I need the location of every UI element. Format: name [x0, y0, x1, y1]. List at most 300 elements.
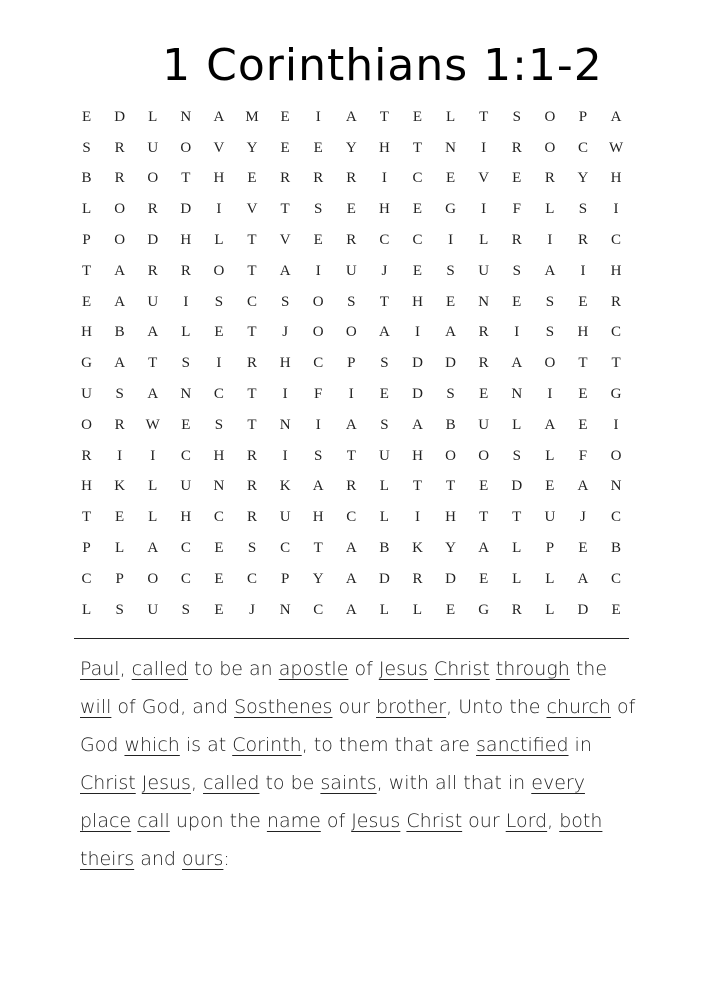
grid-letter[interactable]: T: [611, 355, 621, 372]
grid-letter[interactable]: I: [381, 170, 387, 187]
verse-fragment: to be: [259, 772, 321, 794]
grid-letter[interactable]: S: [512, 108, 521, 125]
grid-letter[interactable]: S: [446, 386, 455, 403]
grid-letter[interactable]: I: [613, 416, 619, 433]
grid-letter[interactable]: A: [114, 355, 126, 372]
grid-letter[interactable]: I: [481, 139, 487, 156]
grid-letter[interactable]: E: [545, 478, 555, 495]
grid-letter[interactable]: C: [611, 509, 622, 526]
grid-letter[interactable]: O: [312, 324, 324, 341]
grid-letter[interactable]: S: [247, 540, 257, 557]
grid-letter[interactable]: C: [180, 570, 191, 587]
grid-letter[interactable]: L: [148, 108, 158, 125]
grid-letter[interactable]: L: [512, 570, 522, 587]
grid-letter[interactable]: O: [147, 170, 159, 187]
grid-letter[interactable]: O: [147, 570, 159, 587]
grid-letter[interactable]: N: [213, 478, 225, 495]
grid-letter[interactable]: S: [545, 293, 555, 310]
grid-letter[interactable]: L: [445, 108, 456, 125]
grid-letter[interactable]: C: [213, 509, 224, 526]
grid-letter[interactable]: E: [445, 293, 456, 310]
grid-letter[interactable]: C: [412, 232, 423, 249]
grid-letter[interactable]: L: [512, 540, 522, 557]
grid-letter[interactable]: E: [578, 416, 588, 433]
grid-letter[interactable]: I: [282, 447, 288, 464]
grid-letter[interactable]: D: [511, 478, 523, 495]
grid-letter[interactable]: D: [180, 201, 192, 218]
grid-letter[interactable]: N: [511, 386, 523, 403]
grid-letter[interactable]: E: [346, 201, 356, 218]
grid-letter[interactable]: I: [580, 262, 586, 279]
grid-letter[interactable]: S: [347, 293, 356, 310]
grid-letter[interactable]: A: [577, 570, 589, 587]
grid-letter[interactable]: A: [213, 108, 225, 125]
grid-letter[interactable]: E: [412, 108, 423, 125]
grid-letter[interactable]: A: [544, 416, 556, 433]
grid-letter[interactable]: E: [313, 139, 323, 156]
grid-letter[interactable]: O: [544, 139, 556, 156]
grid-letter[interactable]: P: [82, 232, 91, 249]
grid-letter[interactable]: D: [445, 570, 456, 587]
grid-letter[interactable]: T: [445, 478, 456, 495]
grid-letter[interactable]: F: [578, 447, 588, 464]
grid-letter[interactable]: T: [346, 447, 356, 464]
grid-letter[interactable]: U: [147, 139, 159, 156]
grid-letter[interactable]: R: [346, 170, 357, 187]
grid-letter[interactable]: C: [611, 570, 622, 587]
grid-letter[interactable]: T: [247, 324, 257, 341]
grid-letter[interactable]: E: [479, 386, 489, 403]
grid-letter[interactable]: U: [378, 447, 390, 464]
grid-letter[interactable]: L: [81, 601, 92, 618]
grid-letter[interactable]: S: [181, 355, 190, 372]
grid-letter[interactable]: E: [81, 293, 92, 310]
grid-letter[interactable]: L: [181, 324, 191, 341]
grid-letter[interactable]: D: [412, 386, 423, 403]
grid-letter[interactable]: J: [282, 324, 289, 341]
grid-letter[interactable]: K: [114, 478, 126, 495]
grid-letter[interactable]: G: [81, 355, 92, 372]
grid-letter[interactable]: T: [247, 386, 257, 403]
grid-letter[interactable]: S: [115, 386, 124, 403]
grid-letter[interactable]: C: [313, 601, 324, 618]
grid-letter[interactable]: R: [577, 232, 588, 249]
grid-letter[interactable]: E: [379, 386, 389, 403]
grid-letter[interactable]: D: [412, 355, 423, 372]
grid-letter[interactable]: T: [512, 509, 522, 526]
grid-letter[interactable]: P: [545, 540, 555, 557]
grid-letter[interactable]: R: [147, 262, 158, 279]
grid-letter[interactable]: W: [608, 139, 624, 156]
grid-letter[interactable]: E: [445, 170, 456, 187]
grid-letter[interactable]: R: [544, 170, 555, 187]
grid-letter[interactable]: U: [478, 262, 490, 279]
grid-letter[interactable]: A: [610, 108, 622, 125]
grid-letter[interactable]: B: [445, 416, 456, 433]
grid-letter[interactable]: A: [378, 324, 390, 341]
grid-letter[interactable]: M: [245, 108, 259, 125]
grid-letter[interactable]: C: [81, 570, 92, 587]
grid-letter[interactable]: I: [547, 232, 553, 249]
grid-letter[interactable]: I: [117, 447, 123, 464]
grid-letter[interactable]: O: [114, 201, 126, 218]
grid-letter[interactable]: Y: [246, 139, 258, 156]
grid-letter[interactable]: W: [145, 416, 160, 433]
grid-letter[interactable]: C: [346, 509, 357, 526]
grid-letter[interactable]: N: [279, 601, 291, 618]
grid-letter[interactable]: I: [216, 355, 222, 372]
grid-letter[interactable]: Y: [345, 139, 357, 156]
grid-letter[interactable]: I: [547, 386, 553, 403]
grid-letter[interactable]: A: [577, 478, 589, 495]
grid-letter[interactable]: I: [481, 201, 487, 218]
grid-letter[interactable]: L: [545, 601, 555, 618]
grid-letter[interactable]: L: [379, 509, 389, 526]
grid-letter[interactable]: C: [577, 139, 588, 156]
grid-letter[interactable]: S: [512, 262, 521, 279]
grid-letter[interactable]: R: [346, 232, 357, 249]
grid-letter[interactable]: S: [545, 324, 555, 341]
grid-letter[interactable]: R: [313, 170, 324, 187]
grid-letter[interactable]: I: [183, 293, 189, 310]
grid-letter[interactable]: A: [345, 108, 357, 125]
grid-letter[interactable]: C: [247, 570, 258, 587]
grid-letter[interactable]: A: [345, 540, 357, 557]
grid-letter[interactable]: H: [610, 170, 622, 187]
grid-letter[interactable]: A: [147, 386, 159, 403]
grid-letter[interactable]: T: [379, 108, 389, 125]
grid-letter[interactable]: I: [414, 509, 420, 526]
grid-letter[interactable]: S: [512, 447, 521, 464]
grid-letter[interactable]: Y: [577, 170, 589, 187]
grid-letter[interactable]: S: [280, 293, 290, 310]
grid-letter[interactable]: E: [115, 509, 125, 526]
grid-letter[interactable]: R: [478, 355, 489, 372]
grid-letter[interactable]: P: [115, 570, 124, 587]
grid-letter[interactable]: G: [478, 601, 490, 618]
grid-letter[interactable]: A: [312, 478, 324, 495]
grid-letter[interactable]: I: [315, 262, 321, 279]
grid-letter[interactable]: I: [414, 324, 420, 341]
grid-letter[interactable]: B: [379, 540, 390, 557]
grid-letter[interactable]: L: [512, 416, 522, 433]
grid-letter[interactable]: K: [279, 478, 291, 495]
grid-letter[interactable]: T: [81, 262, 92, 279]
grid-letter[interactable]: F: [512, 201, 521, 218]
grid-letter[interactable]: E: [81, 108, 92, 125]
grid-letter[interactable]: O: [114, 232, 126, 249]
grid-letter[interactable]: C: [412, 170, 423, 187]
grid-letter[interactable]: A: [114, 262, 126, 279]
grid-letter[interactable]: T: [247, 416, 257, 433]
grid-letter[interactable]: R: [412, 570, 423, 587]
grid-letter[interactable]: S: [214, 293, 224, 310]
grid-letter[interactable]: N: [610, 478, 622, 495]
grid-letter[interactable]: B: [611, 540, 622, 557]
verse-search-word: which: [124, 734, 180, 756]
grid-letter[interactable]: R: [247, 509, 258, 526]
grid-row: [70, 379, 633, 410]
grid-letter[interactable]: L: [545, 201, 555, 218]
grid-letter[interactable]: O: [312, 293, 324, 310]
grid-letter[interactable]: T: [479, 108, 489, 125]
grid-letter[interactable]: H: [312, 509, 324, 526]
grid-row: [70, 410, 633, 441]
grid-letter[interactable]: R: [511, 139, 522, 156]
grid-letter[interactable]: E: [280, 108, 290, 125]
grid-letter[interactable]: C: [213, 386, 224, 403]
grid-letter[interactable]: P: [347, 355, 356, 372]
grid-letter[interactable]: H: [610, 262, 622, 279]
grid-letter[interactable]: S: [314, 447, 323, 464]
grid-letter[interactable]: E: [214, 570, 224, 587]
grid-letter[interactable]: E: [181, 416, 191, 433]
grid-letter[interactable]: U: [180, 478, 192, 495]
grid-letter[interactable]: E: [578, 386, 588, 403]
grid-letter[interactable]: R: [114, 170, 125, 187]
grid-letter[interactable]: E: [313, 232, 323, 249]
grid-letter[interactable]: L: [214, 232, 224, 249]
grid-letter[interactable]: E: [445, 601, 456, 618]
grid-letter[interactable]: E: [412, 262, 423, 279]
grid-letter[interactable]: H: [412, 447, 423, 464]
grid-letter[interactable]: O: [213, 262, 225, 279]
grid-letter[interactable]: H: [412, 293, 423, 310]
grid-letter[interactable]: A: [147, 324, 159, 341]
grid-row: [70, 102, 633, 133]
grid-letter[interactable]: U: [147, 601, 159, 618]
grid-letter[interactable]: C: [313, 355, 324, 372]
grid-letter[interactable]: I: [514, 324, 520, 341]
grid-letter[interactable]: F: [314, 386, 323, 403]
grid-letter[interactable]: I: [282, 386, 288, 403]
grid-letter[interactable]: L: [412, 601, 423, 618]
grid-letter[interactable]: R: [280, 170, 291, 187]
grid-letter[interactable]: D: [147, 232, 159, 249]
verse-search-word: called: [203, 772, 260, 794]
grid-letter[interactable]: T: [379, 293, 389, 310]
grid-letter[interactable]: U: [81, 386, 92, 403]
grid-letter[interactable]: N: [279, 416, 291, 433]
grid-letter[interactable]: T: [578, 355, 588, 372]
grid-letter[interactable]: P: [82, 540, 91, 557]
grid-letter[interactable]: D: [445, 355, 456, 372]
grid-letter[interactable]: O: [81, 416, 92, 433]
grid-letter[interactable]: I: [348, 386, 354, 403]
grid-row: [70, 133, 633, 164]
grid-letter[interactable]: D: [114, 108, 126, 125]
grid-letter[interactable]: J: [580, 509, 586, 526]
grid-letter[interactable]: U: [478, 416, 490, 433]
grid-letter[interactable]: U: [345, 262, 357, 279]
grid-letter[interactable]: E: [578, 293, 588, 310]
grid-letter[interactable]: S: [214, 416, 224, 433]
grid-letter[interactable]: D: [577, 601, 589, 618]
verse-search-word: through: [495, 658, 570, 680]
verse-fragment: ,: [547, 810, 560, 832]
grid-letter[interactable]: N: [180, 386, 192, 403]
grid-letter[interactable]: H: [577, 324, 589, 341]
grid-letter[interactable]: O: [345, 324, 357, 341]
grid-letter[interactable]: R: [147, 201, 158, 218]
grid-letter[interactable]: O: [544, 355, 556, 372]
grid-letter[interactable]: T: [313, 540, 323, 557]
grid-letter[interactable]: S: [181, 601, 190, 618]
grid-letter[interactable]: H: [81, 324, 92, 341]
grid-letter[interactable]: E: [412, 201, 423, 218]
grid-letter[interactable]: S: [446, 262, 455, 279]
grid-letter[interactable]: A: [345, 416, 357, 433]
grid-letter[interactable]: T: [280, 201, 290, 218]
grid-letter[interactable]: L: [545, 447, 555, 464]
grid-letter[interactable]: L: [148, 509, 158, 526]
grid-letter[interactable]: A: [511, 355, 523, 372]
grid-letter[interactable]: I: [613, 201, 619, 218]
grid-letter[interactable]: L: [545, 570, 555, 587]
grid-letter[interactable]: E: [479, 478, 489, 495]
grid-letter[interactable]: L: [148, 478, 158, 495]
grid-row: [70, 502, 633, 533]
grid-letter[interactable]: T: [479, 509, 489, 526]
grid-letter[interactable]: A: [544, 262, 556, 279]
grid-letter[interactable]: J: [381, 262, 388, 279]
grid-letter[interactable]: L: [115, 540, 125, 557]
grid-letter[interactable]: T: [148, 355, 158, 372]
grid-letter[interactable]: A: [147, 540, 159, 557]
grid-letter[interactable]: O: [445, 447, 456, 464]
grid-letter[interactable]: R: [247, 355, 258, 372]
grid-letter[interactable]: K: [412, 540, 423, 557]
grid-letter[interactable]: A: [345, 570, 357, 587]
grid-letter[interactable]: O: [180, 139, 192, 156]
grid-letter[interactable]: E: [280, 139, 290, 156]
grid-letter[interactable]: V: [478, 170, 490, 187]
grid-letter[interactable]: R: [247, 447, 258, 464]
grid-letter[interactable]: H: [213, 170, 225, 187]
grid-letter[interactable]: D: [378, 570, 390, 587]
grid-letter[interactable]: N: [445, 139, 456, 156]
grid-letter[interactable]: C: [247, 293, 258, 310]
grid-letter[interactable]: A: [345, 601, 357, 618]
grid-letter[interactable]: R: [180, 262, 191, 279]
grid-letter[interactable]: N: [478, 293, 490, 310]
grid-letter[interactable]: V: [279, 232, 291, 249]
grid-letter[interactable]: U: [544, 509, 556, 526]
grid-letter[interactable]: R: [511, 232, 522, 249]
grid-letter[interactable]: C: [180, 540, 191, 557]
grid-letter[interactable]: T: [247, 232, 257, 249]
grid-letter[interactable]: G: [445, 201, 456, 218]
grid-letter[interactable]: R: [346, 478, 357, 495]
grid-letter[interactable]: S: [82, 139, 91, 156]
grid-letter[interactable]: E: [512, 170, 522, 187]
grid-letter[interactable]: H: [279, 355, 291, 372]
grid-letter[interactable]: E: [247, 170, 257, 187]
grid-letter[interactable]: R: [114, 416, 125, 433]
grid-letter[interactable]: I: [448, 232, 454, 249]
grid-letter[interactable]: R: [114, 139, 125, 156]
grid-letter[interactable]: L: [379, 601, 389, 618]
grid-letter[interactable]: B: [114, 324, 125, 341]
grid-letter[interactable]: Y: [312, 570, 324, 587]
grid-letter[interactable]: E: [479, 570, 489, 587]
grid-letter[interactable]: L: [379, 478, 389, 495]
grid-letter[interactable]: H: [180, 232, 192, 249]
grid-letter[interactable]: Y: [445, 540, 456, 557]
grid-letter[interactable]: T: [247, 262, 257, 279]
grid-letter[interactable]: P: [280, 570, 290, 587]
grid-letter[interactable]: A: [279, 262, 291, 279]
grid-letter[interactable]: H: [213, 447, 225, 464]
grid-letter[interactable]: V: [213, 139, 225, 156]
grid-letter[interactable]: E: [611, 601, 621, 618]
grid-letter[interactable]: E: [214, 324, 224, 341]
grid-letter[interactable]: O: [478, 447, 490, 464]
grid-letter[interactable]: S: [380, 355, 389, 372]
grid-letter[interactable]: I: [315, 108, 321, 125]
grid-letter[interactable]: R: [247, 478, 258, 495]
grid-letter[interactable]: S: [380, 416, 389, 433]
grid-letter[interactable]: A: [114, 293, 126, 310]
grid-letter[interactable]: C: [280, 540, 291, 557]
grid-letter[interactable]: C: [611, 324, 622, 341]
grid-letter[interactable]: P: [578, 108, 588, 125]
grid-letter[interactable]: S: [578, 201, 588, 218]
grid-letter[interactable]: C: [180, 447, 191, 464]
grid-letter[interactable]: T: [81, 509, 92, 526]
grid-letter[interactable]: H: [378, 139, 390, 156]
grid-letter[interactable]: U: [147, 293, 159, 310]
grid-letter[interactable]: O: [610, 447, 622, 464]
grid-letter[interactable]: R: [478, 324, 489, 341]
grid-letter[interactable]: T: [412, 139, 423, 156]
grid-letter[interactable]: G: [610, 386, 622, 403]
grid-letter[interactable]: I: [315, 416, 321, 433]
grid-letter[interactable]: E: [512, 293, 522, 310]
grid-letter[interactable]: H: [180, 509, 192, 526]
verse-fragment: and: [134, 848, 182, 870]
grid-letter[interactable]: L: [479, 232, 489, 249]
grid-letter[interactable]: E: [214, 540, 224, 557]
grid-letter[interactable]: R: [81, 447, 92, 464]
grid-letter[interactable]: S: [314, 201, 323, 218]
grid-letter[interactable]: V: [246, 201, 258, 218]
grid-letter[interactable]: C: [379, 232, 390, 249]
grid-letter[interactable]: R: [511, 601, 522, 618]
grid-letter[interactable]: H: [445, 509, 456, 526]
grid-letter[interactable]: T: [412, 478, 423, 495]
grid-letter[interactable]: S: [115, 601, 124, 618]
grid-letter[interactable]: I: [150, 447, 156, 464]
grid-letter[interactable]: E: [578, 540, 588, 557]
grid-letter[interactable]: O: [544, 108, 556, 125]
grid-letter[interactable]: B: [81, 170, 92, 187]
grid-letter[interactable]: L: [81, 201, 92, 218]
grid-letter[interactable]: A: [412, 416, 423, 433]
grid-letter[interactable]: T: [181, 170, 191, 187]
grid-letter[interactable]: E: [214, 601, 224, 618]
grid-letter[interactable]: H: [81, 478, 92, 495]
grid-letter[interactable]: R: [611, 293, 622, 310]
grid-letter[interactable]: U: [279, 509, 291, 526]
grid-letter[interactable]: J: [249, 601, 255, 618]
grid-letter[interactable]: H: [378, 201, 390, 218]
grid-letter[interactable]: A: [478, 540, 490, 557]
grid-letter[interactable]: I: [216, 201, 222, 218]
grid-letter[interactable]: N: [180, 108, 192, 125]
grid-letter[interactable]: C: [611, 232, 622, 249]
grid-letter[interactable]: A: [445, 324, 456, 341]
